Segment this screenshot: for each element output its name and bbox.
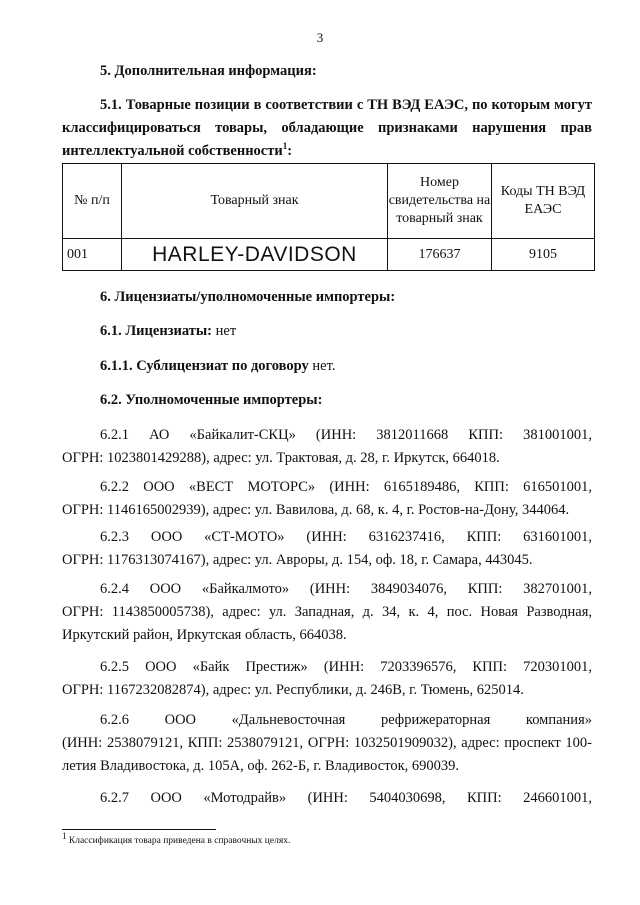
cell-codes: 9105: [492, 239, 595, 271]
header-num: № п/п: [63, 164, 122, 239]
importer-line1: 6.2.3 ООО «СТ-МОТО» (ИНН: 6316237416, КПП: 631601001,: [100, 529, 592, 545]
importer-line1: 6.2.5 ООО «Байк Престиж» (ИНН: 7203396576, КПП: 720301001,: [100, 659, 592, 675]
section-6-heading: 6. Лицензиаты/уполномоченные импортеры:: [100, 289, 396, 305]
importer-rest: ОГРН: 1023801429288), адрес: ул. Трактовая, д. 28, г. Иркутск, 664018.: [62, 450, 500, 466]
footnote-ref: 1: [282, 141, 288, 152]
importer-rest: ОГРН: 1146165002939), адрес: ул. Вавилова, д. 68, к. 4, г. Ростов-на-Дону, 344064.: [62, 502, 570, 518]
importer-rest: ОГРН: 1167232082874), адрес: ул. Республики, д. 246В, г. Тюмень, 625014.: [62, 682, 524, 698]
importer-line1: 6.2.1 АО «Байкалит-СКЦ» (ИНН: 3812011668 КПП: 381001001,: [100, 427, 592, 443]
importer-line1: 6.2.6 ООО «Дальневосточная рефрижераторная компания»: [100, 712, 592, 728]
importer-entry: [62, 709, 592, 778]
footnote: [62, 831, 291, 847]
trademark-table: [62, 163, 595, 271]
harley-davidson-logo: HARLEY-DAVIDSON: [122, 239, 388, 271]
footnote-text: Классификация товара приведена в справочных целях.: [68, 836, 291, 847]
sublicensee-value: нет.: [312, 358, 336, 374]
sublicensee-label: 6.1.1. Сублицензиат по договору: [100, 358, 309, 374]
footnote-marker: 1: [62, 831, 67, 841]
importer-entry: [62, 787, 592, 810]
importer-rest: (ИНН: 2538079121, КПП: 2538079121, ОГРН: 1032501909032), адрес: проспект 100-летия Владивостока, д. 105А, оф. 262-Б, г. Владивосток, 690039.: [62, 735, 592, 774]
page-number: 3: [316, 30, 324, 45]
table-header-row: [63, 164, 595, 239]
importer-rest: ОГРН: 1143850005738), адрес: ул. Западная, д. 34, к. 4, пос. Новая Разводная, Иркутский район, Иркутская область, 664038.: [62, 604, 592, 643]
licensees-line: [62, 320, 592, 343]
section-5-1-heading: 5.1. Товарные позиции в соответствии с ТН ВЭД ЕАЭС, по которым могут классифицироваться товары, обладающие признаками нарушения прав интеллектуальной собственности$^1$:: [62, 97, 592, 159]
importers-heading: 6.2. Уполномоченные импортеры:: [100, 392, 323, 408]
section-5-heading: 5. Дополнительная информация:: [100, 63, 317, 79]
sublicensee-line: [62, 355, 592, 378]
importer-line1: 6.2.4 ООО «Байкалмото» (ИНН: 3849034076, КПП: 382701001,: [100, 581, 592, 597]
section-5-1-text: 5.1. Товарные позиции в соответствии с ТН ВЭД ЕАЭС, по которым могут классифицироваться товары, обладающие признаками нарушения прав интеллектуальной собственности: [62, 97, 592, 159]
importer-entry: [62, 656, 592, 702]
footnote-divider: [62, 829, 216, 830]
header-certificate: Номер свидетельства на товарный знак: [388, 164, 492, 239]
licensees-value: нет: [215, 323, 237, 339]
cell-certificate: 176637: [388, 239, 492, 271]
header-codes: Коды ТН ВЭД ЕАЭС: [492, 164, 595, 239]
importer-entry: [62, 476, 592, 522]
table-row: [63, 239, 595, 271]
importer-line1: 6.2.7 ООО «Мотодрайв» (ИНН: 5404030698, КПП: 246601001,: [100, 790, 592, 806]
header-trademark: Товарный знак: [122, 164, 388, 239]
importer-entry: [62, 424, 592, 470]
cell-num: 001: [63, 239, 122, 271]
importer-line1: 6.2.2 ООО «ВЕСТ МОТОРС» (ИНН: 6165189486, КПП: 616501001,: [100, 479, 592, 495]
importer-entry: [62, 578, 592, 647]
licensees-label: 6.1. Лицензиаты:: [100, 323, 213, 339]
importer-entry: [62, 526, 592, 572]
importer-rest: ОГРН: 1176313074167), адрес: ул. Авроры, д. 154, оф. 18, г. Самара, 443045.: [62, 552, 533, 568]
